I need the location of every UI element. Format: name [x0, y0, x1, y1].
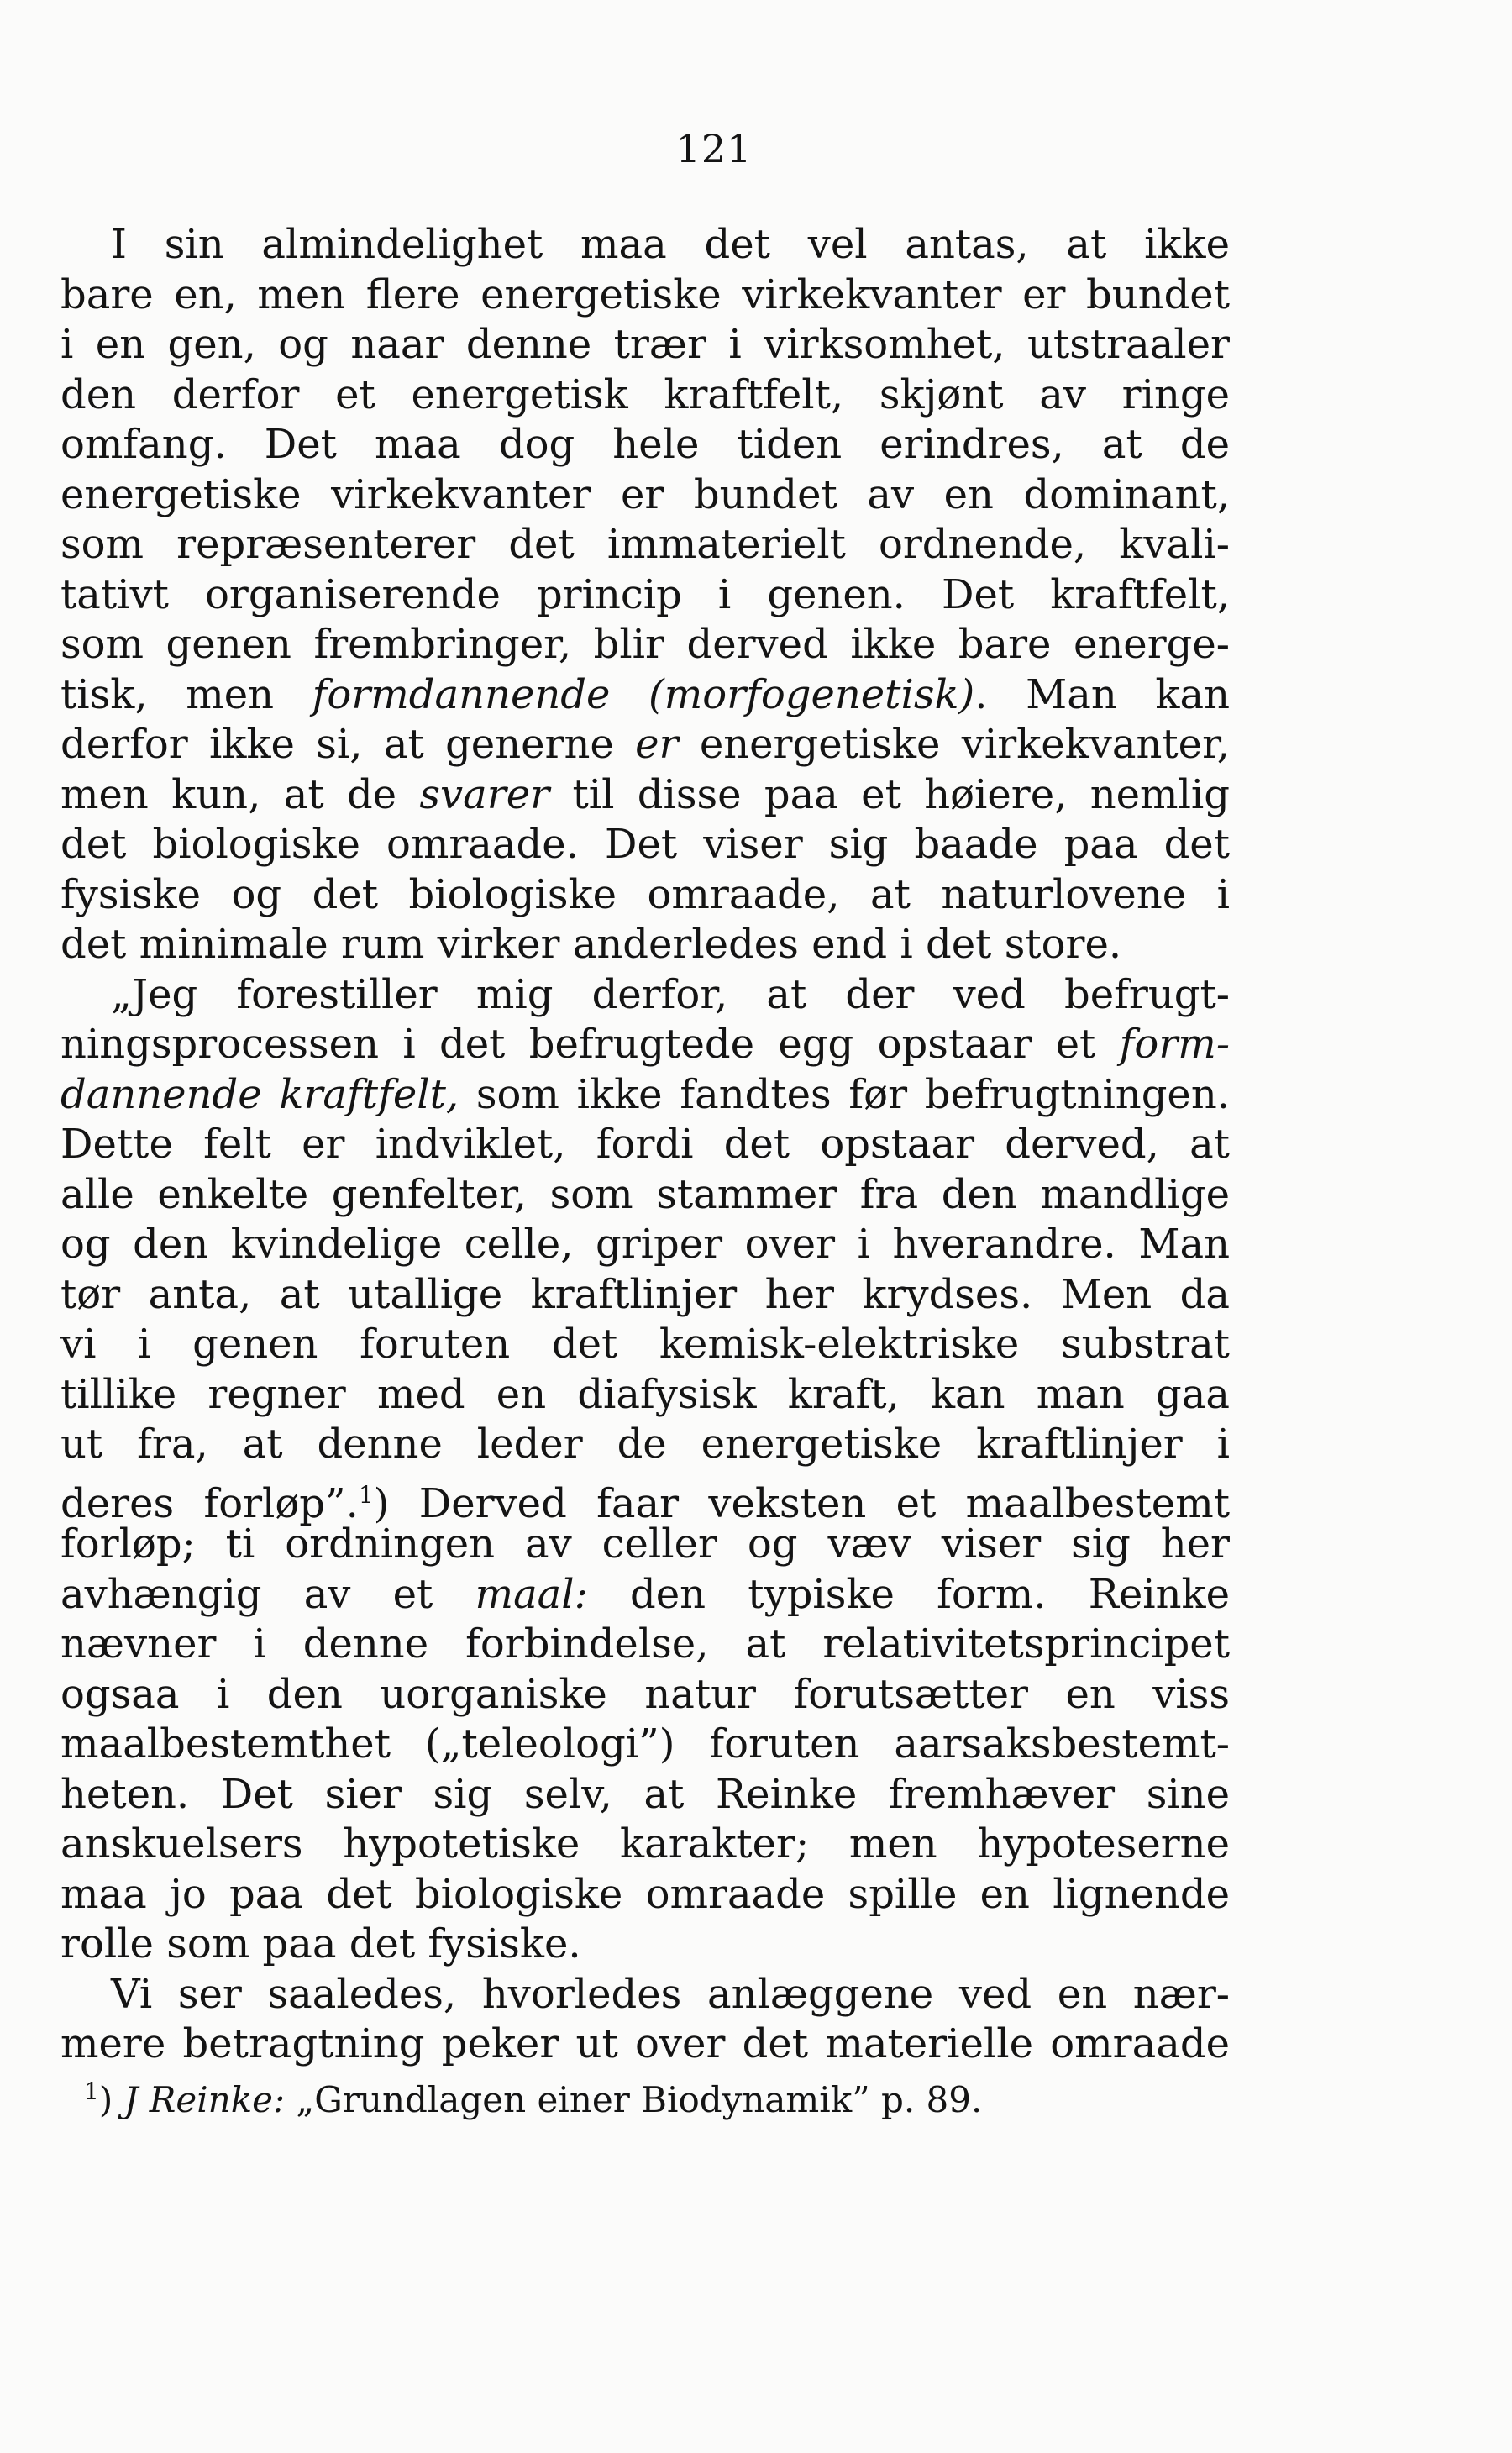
text-line: og den kvindelige celle, griper over i hverandre. Man: [60, 1221, 1230, 1268]
text-line: nævner i denne forbindelse, at relativitetsprincipet: [60, 1620, 1230, 1668]
text-line: mere betragtning peker ut over det materielle omraade: [60, 2020, 1230, 2067]
text-line: som repræsenterer det immaterielt ordnende, kvali-: [60, 521, 1230, 568]
text-line: anskuelsers hypotetiske karakter; men hypoteserne: [60, 1820, 1230, 1867]
text-line: [60, 1070, 1230, 1121]
text-line: „Jeg forestiller mig derfor, at der ved befrugt-: [111, 970, 1230, 1018]
italic-term: er: [635, 721, 679, 768]
footnote-paren: ): [98, 2079, 113, 2120]
text-span: . Man kan: [974, 670, 1231, 718]
text-line: forløp; ti ordningen av celler og væv viser sig her: [60, 1521, 1230, 1568]
text-line: tillike regner med en diafysisk kraft, kan man gaa: [60, 1370, 1230, 1418]
text-line: Vi ser saaledes, hvorledes anlæggene ved en nær-: [111, 1970, 1230, 2018]
text-span: ningsprocessen i det befrugtede egg opstaar et: [60, 1021, 1120, 1068]
text-line: maalbestemthet („teleologi”) foruten aarsaksbestemt-: [60, 1720, 1230, 1768]
text-line: rolle som paa det fysiske.: [60, 1920, 581, 1967]
text-span: avhængig av et: [60, 1570, 475, 1618]
italic-term: form-: [1119, 1021, 1230, 1068]
footnote-reference: 1: [358, 1480, 374, 1509]
text-line: det biologiske omraade. Det viser sig baade paa det: [60, 821, 1230, 868]
text-line: [60, 770, 1230, 821]
text-line: alle enkelte genfelter, som stammer fra den mandlige: [60, 1170, 1230, 1218]
footnote-author: J Reinke:: [123, 2079, 286, 2120]
text-line: tativt organiserende princip i genen. Det kraftfelt,: [60, 570, 1230, 618]
text-span: derfor ikke si, at generne: [60, 721, 636, 768]
text-line: ut fra, at denne leder de energetiske kraftlinjer i: [60, 1421, 1230, 1468]
text-span: den typiske form. Reinke: [587, 1570, 1231, 1618]
text-line: [60, 720, 1230, 770]
text-line: heten. Det sier sig selv, at Reinke fremhæver sine: [60, 1770, 1230, 1818]
text-span: men kun, at de: [60, 770, 420, 818]
page-number: 121: [675, 126, 753, 171]
footnote-text: „Grundlagen einer Biodynamik” p. 89.: [285, 2079, 983, 2120]
footnote-marker: 1: [84, 2077, 99, 2105]
text-line: som genen frembringer, blir derved ikke bare energe-: [60, 621, 1230, 668]
body-text: [60, 220, 1230, 2070]
italic-term: dannende kraftfelt,: [60, 1070, 459, 1118]
text-line: energetiske virkekvanter er bundet av en dominant,: [60, 470, 1230, 518]
text-line: tør anta, at utallige kraftlinjer her krydses. Men da: [60, 1270, 1230, 1318]
italic-term: formdannende (morfogenetisk): [312, 670, 975, 718]
footnote: [84, 2068, 1176, 2124]
italic-term: svarer: [419, 770, 550, 818]
text-line: maa jo paa det biologiske omraade spille en lignende: [60, 1870, 1230, 1918]
text-line: [60, 1570, 1230, 1620]
text-span: energetiske virkekvanter,: [678, 721, 1230, 768]
text-line: det minimale rum virker anderledes end i det store.: [60, 921, 1122, 968]
text-line: i en gen, og naar denne trær i virksomhet, utstraaler: [60, 321, 1230, 368]
text-span: til disse paa et høiere, nemlig: [549, 770, 1230, 818]
text-span: som ikke fandtes før befrugtningen.: [459, 1070, 1231, 1118]
text-line: [60, 1470, 1230, 1527]
text-span: tisk, men: [60, 670, 312, 718]
text-line: [60, 670, 1230, 721]
text-line: den derfor et energetisk kraftfelt, skjønt av ringe: [60, 370, 1230, 418]
text-line: Dette felt er indviklet, fordi det opstaar derved, at: [60, 1121, 1230, 1168]
text-line: [60, 1020, 1230, 1070]
text-line: I sin almindelighet maa det vel antas, at ikke: [111, 221, 1230, 268]
text-line: fysiske og det biologiske omraade, at naturlovene i: [60, 870, 1230, 918]
text-span: deres forløp”.: [60, 1479, 359, 1527]
text-line: omfang. Det maa dog hele tiden erindres, at de: [60, 421, 1230, 468]
text-line: ogsaa i den uorganiske natur forutsætter en viss: [60, 1670, 1230, 1718]
text-line: bare en, men flere energetiske virkekvanter er bundet: [60, 271, 1230, 318]
text-span: ) Derved faar veksten et maalbestemt: [373, 1479, 1230, 1527]
text-line: vi i genen foruten det kemisk-elektriske substrat: [60, 1321, 1230, 1368]
italic-term: maal:: [475, 1570, 588, 1618]
